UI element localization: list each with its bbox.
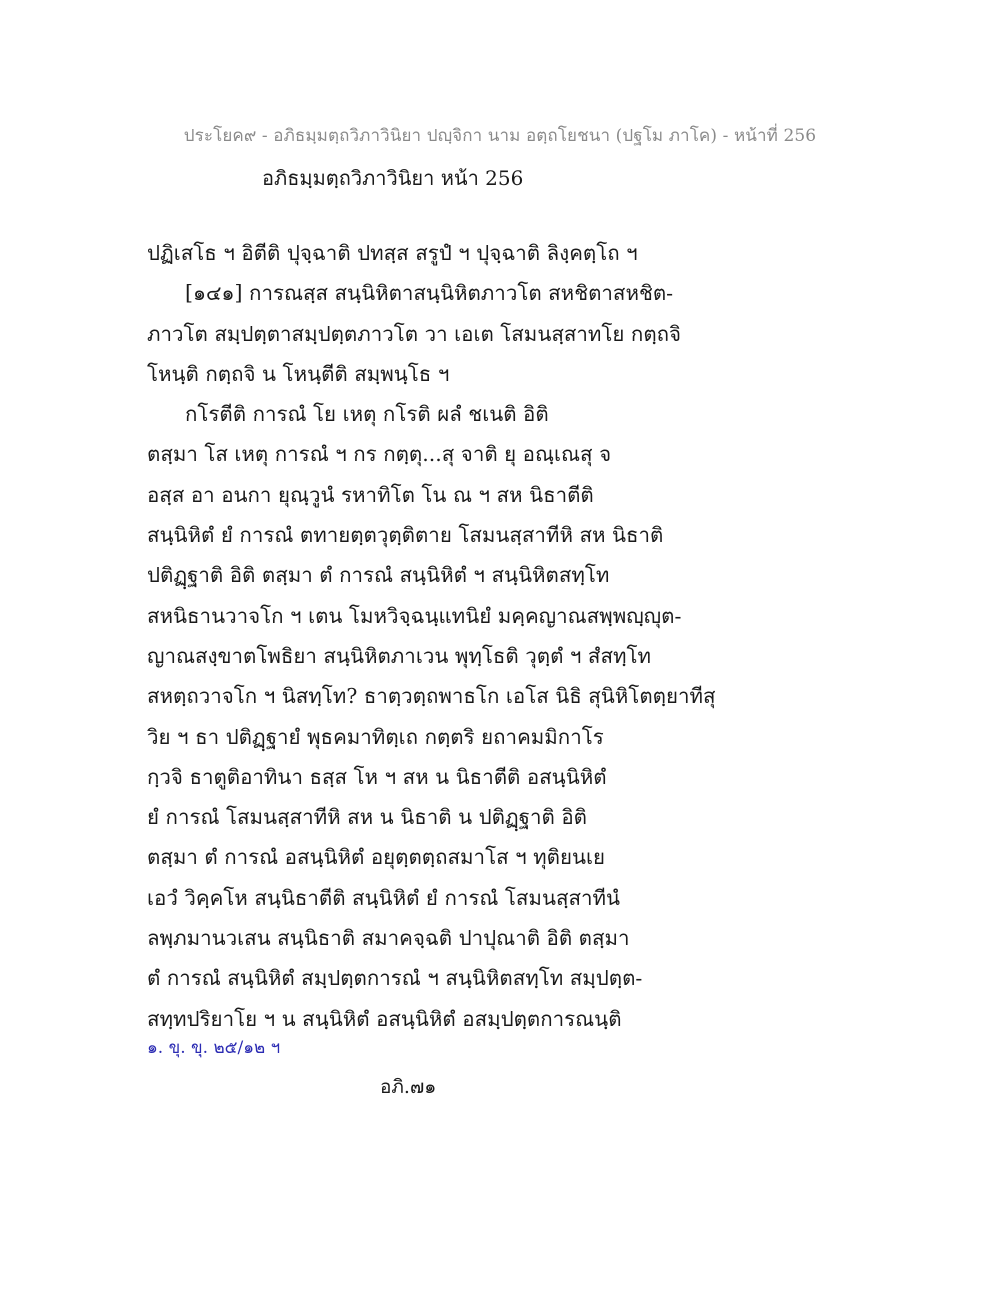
text-line: กโรตีติ การณํ โย เหตุ กโรติ ผลํ ชเนติ อิติ	[185, 402, 549, 427]
text-line: ตํ การณํ สนฺนิหิตํ สมฺปตฺตการณํ ฯ สนฺนิหิตสทฺโท สมฺปตฺต-	[147, 966, 643, 991]
footnote: ๑. ขุ. ขุ. ๒๕/๑๒ ฯ	[147, 1038, 281, 1058]
text-line: อสฺส อา อนกา ยุณฺวูนํ รหาทิโต โน ณ ฯ สห นิธาตีติ	[147, 482, 594, 507]
text-line: ตสฺมา โส เหตุ การณํ ฯ กร กตฺตุ...สุ จาติ ยุ อณฺเณสุ จ	[147, 442, 612, 467]
running-header: ประโยค๙ - อภิธมฺมตฺถวิภาวินิยา ปญฺจิกา นาม อตฺถโยชนา (ปฐโม ภาโค) - หน้าที่ 256	[183, 126, 817, 146]
text-line: วิย ฯ ธา ปติฏฺฐายํ พุธคมาทิตฺเถ กตฺตริ ยถาคมมิกาโร	[147, 724, 604, 749]
text-line: ปติฏฺฐาติ อิติ ตสฺมา ตํ การณํ สนฺนิหิตํ ฯ สนฺนิหิตสทฺโท	[147, 563, 610, 588]
text-line: ญาณสงฺขาตโพธิยา สนฺนิหิตภาเวน พุทฺโธติ วุตฺตํ ฯ สํสทฺโท	[147, 643, 651, 668]
text-line: เอวํ วิคฺคโห สนฺนิธาตีติ สนฺนิหิตํ ยํ การณํ โสมนสฺสาทีนํ	[147, 885, 621, 910]
text-line: ยํ การณํ โสมนสฺสาทีหิ สห น นิธาติ น ปติฏฺฐาติ อิติ	[147, 805, 587, 830]
text-line: สหตฺถวาจโก ฯ นิสทฺโท? ธาตฺวตฺถพาธโก เอโส นิธิ สุนิหิโตตฺยาทีสุ	[147, 684, 716, 709]
text-line: ลพฺภมานวเสน สนฺนิธาติ สมาคจฺฉติ ปาปุณาติ อิติ ตสฺมา	[147, 926, 630, 951]
text-line: ตสฺมา ตํ การณํ อสนฺนิหิตํ อยุตฺตตฺถสมาโส ฯ ทุติยนเย	[147, 845, 606, 870]
text-line: ปฏิเสโธ ฯ อิตีติ ปุจฺฉาติ ปทสฺส สรูปํ ฯ ปุจฺฉาติ ลิงฺคตฺโถ ฯ	[147, 241, 638, 265]
text-line: สทฺทปริยาโย ฯ น สนฺนิหิตํ อสนฺนิหิตํ อสมฺปตฺตการณนฺติ	[147, 1006, 622, 1031]
text-line: สนฺนิหิตํ ยํ การณํ ตทายตฺตวุตฺติตาย โสมนสฺสาทีหิ สห นิธาติ	[147, 523, 664, 548]
text-line: [๑๔๑] การณสฺส สนฺนิหิตาสนฺนิหิตภาวโต สหชิตาสหชิต-	[185, 281, 674, 306]
page-number: อภิ.๗๑	[380, 1076, 437, 1098]
book-title: อภิธมฺมตฺถวิภาวินิยา หน้า 256	[262, 166, 524, 190]
text-line: สหนิธานวาจโก ฯ เตน โมหวิจฺฉนฺแทนิยํ มคฺคญาณสพฺพญฺญุต-	[147, 603, 682, 628]
body-text	[147, 233, 847, 1039]
text-line: ภาวโต สมฺปตฺตาสมฺปตฺตภาวโต วา เอเต โสมนสฺสาทโย กตฺถจิ	[147, 321, 682, 346]
text-line: โหนฺติ กตฺถจิ น โหนฺตีติ สมฺพนฺโธ ฯ	[147, 361, 450, 386]
text-line: กฺวจิ ธาตูติอาทินา ธสฺส โห ฯ สห น นิธาตีติ อสนฺนิหิตํ	[147, 764, 607, 789]
